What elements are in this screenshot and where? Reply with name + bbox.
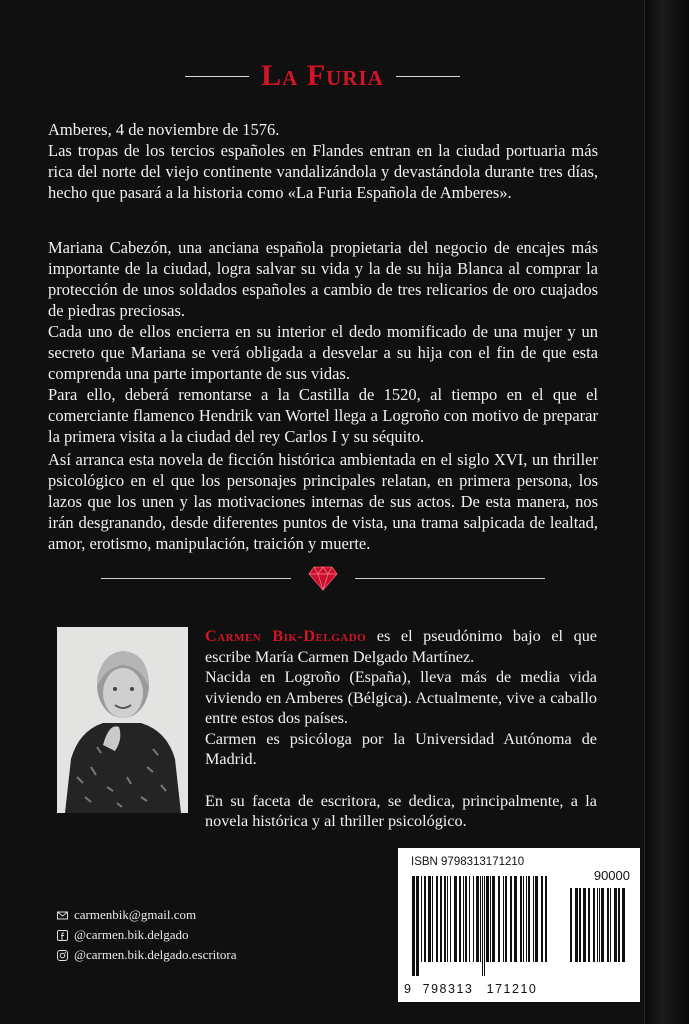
- barcode-bar: [476, 876, 479, 962]
- author-bio-line: Nacida en Logroño (España), lleva más de media vida viviendo en Amberes (Bélgica). Actualmente, vive a caballo entre estos dos países.: [205, 668, 597, 727]
- ornament-divider: [0, 564, 645, 592]
- barcode-bar: [505, 876, 507, 962]
- barcode-bar: [533, 876, 534, 962]
- divider-rule-right: [355, 578, 545, 579]
- paragraph-gap: [205, 770, 597, 791]
- barcode-bar: [469, 876, 470, 962]
- barcode-bar: [618, 888, 620, 962]
- barcode-bar: [492, 876, 495, 962]
- contact-instagram: [57, 945, 237, 965]
- barcode-bars: [412, 876, 548, 976]
- barcode-bar: [514, 876, 517, 962]
- barcode-bar: [575, 888, 578, 962]
- barcode-bar: [583, 888, 586, 962]
- barcode-digits: [404, 982, 636, 996]
- author-portrait-image: [57, 627, 188, 813]
- synopsis-paragraph: Mariana Cabezón, una anciana española propietaria del negocio de encajes más importante de la ciudad, logra salvar su vida y la de su hija Blanca al comprar la protección de unos soldados españoles a cambio de tres relicarios de oro cuajados de piedras preciosas.: [48, 238, 598, 320]
- barcode-bar: [432, 876, 433, 962]
- barcode-bar: [498, 876, 500, 962]
- author-intro-text: es el pseudónimo bajo el que escribe María Carmen Delgado Martínez.: [205, 627, 597, 666]
- synopsis-block-1: [48, 119, 598, 203]
- barcode-bar: [599, 888, 600, 962]
- barcode-bar: [436, 876, 438, 962]
- barcode-bar: [535, 876, 538, 962]
- author-name: Carmen Bik-Delgado: [205, 627, 367, 645]
- price-code-label: 90000: [593, 868, 630, 883]
- synopsis-paragraph: Las tropas de los tercios españoles en Flandes entran en la ciudad portuaria más rica del norte del viejo continente vandalizándola y devastándola durante tres días, hecho que pasará a la historia como «La Furia Española de Amberes».: [48, 141, 598, 202]
- book-title: La Furia: [261, 59, 384, 92]
- barcode-bar: [607, 888, 609, 962]
- barcode-group-1: 798313: [422, 982, 474, 996]
- title-row: [0, 56, 645, 96]
- barcode-bar: [463, 876, 464, 962]
- barcode-bar: [447, 876, 448, 962]
- barcode-bar: [510, 876, 512, 962]
- barcode-bar: [610, 888, 611, 962]
- barcode-bar: [528, 876, 530, 962]
- barcode-bar: [597, 888, 598, 962]
- barcode-bar: [416, 876, 419, 976]
- barcode-bar: [421, 876, 422, 962]
- synopsis-paragraph: Así arranca esta novela de ficción histórica ambientada en el siglo XVI, un thriller psicológico en el que los personajes principales relatan, en primera persona, los lazos que los unen y las motivaciones internas de sus actos. De esta manera, nos irán desgranando, desde diferentes puntos de vista, una trama salpicada de lealtad, amor, erotismo, manipulación, traición y muerte.: [48, 450, 598, 553]
- barcode-bar: [454, 876, 457, 962]
- barcode-bar: [545, 876, 547, 962]
- barcode-bar: [526, 876, 527, 962]
- title-rule-left: [185, 76, 249, 77]
- barcode-bar: [465, 876, 467, 962]
- synopsis-block-3: [48, 449, 598, 554]
- barcode-bar: [523, 876, 524, 962]
- facebook-icon: [57, 930, 68, 941]
- author-photo: [57, 627, 188, 813]
- barcode-bar: [444, 876, 446, 962]
- divider-rule-left: [101, 578, 291, 579]
- author-intro: [205, 626, 597, 667]
- barcode-bar: [520, 876, 522, 962]
- barcode-bar: [482, 876, 483, 976]
- barcode-first-digit: 9: [404, 982, 411, 996]
- barcode-bar: [579, 888, 581, 962]
- synopsis-paragraph: Amberes, 4 de noviembre de 1576.: [48, 120, 280, 139]
- author-bio: [205, 626, 597, 832]
- barcode-bar: [459, 876, 461, 962]
- barcode-bar: [490, 876, 491, 962]
- barcode-bar: [541, 876, 543, 962]
- barcode-bar: [412, 876, 415, 976]
- contact-email-text: carmenbik@gmail.com: [74, 907, 197, 922]
- envelope-icon: [57, 910, 68, 921]
- author-bio-line: En su faceta de escritora, se dedica, principalmente, a la novela histórica y al thriller psicológico.: [205, 791, 597, 830]
- barcode-bar: [440, 876, 442, 962]
- barcode-bar: [503, 876, 504, 962]
- barcode-addon-bars: [570, 888, 628, 976]
- barcode-bar: [424, 876, 426, 962]
- isbn-barcode: [398, 848, 640, 1002]
- barcode-bar: [622, 888, 625, 962]
- red-gem-icon: [307, 565, 339, 591]
- barcode-bar: [593, 888, 595, 962]
- barcode-bar: [588, 888, 590, 962]
- contact-instagram-text: @carmen.bik.delgado.escritora: [74, 947, 237, 962]
- synopsis-paragraph: Cada uno de ellos encierra en su interior el dedo momificado de una mujer y un secreto que Mariana se verá obligada a desvelar a su hija con el fin de que esta comprenda una parte importante de sus vidas.: [48, 322, 598, 383]
- barcode-bar: [486, 876, 489, 962]
- barcode-bar: [428, 876, 431, 962]
- title-rule-right: [396, 76, 460, 77]
- contact-email: [57, 905, 237, 925]
- instagram-icon: [57, 950, 68, 961]
- barcode-bar: [450, 876, 451, 962]
- book-spine: [644, 0, 689, 1024]
- synopsis-paragraph: Para ello, deberá remontarse a la Castilla de 1520, al tiempo en el que el comerciante flamenco Hendrik van Wortel llega a Logroño con motivo de preparar la primera visita a la ciudad del rey Carlos I y su séquito.: [48, 385, 598, 446]
- barcode-bar: [601, 888, 604, 962]
- barcode-bar: [614, 888, 617, 962]
- barcode-bar: [480, 876, 481, 962]
- contact-list: [57, 905, 237, 965]
- barcode-bar: [484, 876, 485, 976]
- contact-facebook-text: @carmen.bik.delgado: [74, 927, 189, 942]
- synopsis-block-2: [48, 237, 598, 447]
- barcode-bar: [570, 888, 572, 962]
- barcode-bar: [473, 876, 474, 962]
- isbn-label: ISBN 9798313171210: [411, 856, 525, 868]
- author-bio-line: Carmen es psicóloga por la Universidad Autónoma de Madrid.: [205, 729, 597, 768]
- contact-facebook: [57, 925, 237, 945]
- barcode-group-2: 171210: [486, 982, 538, 996]
